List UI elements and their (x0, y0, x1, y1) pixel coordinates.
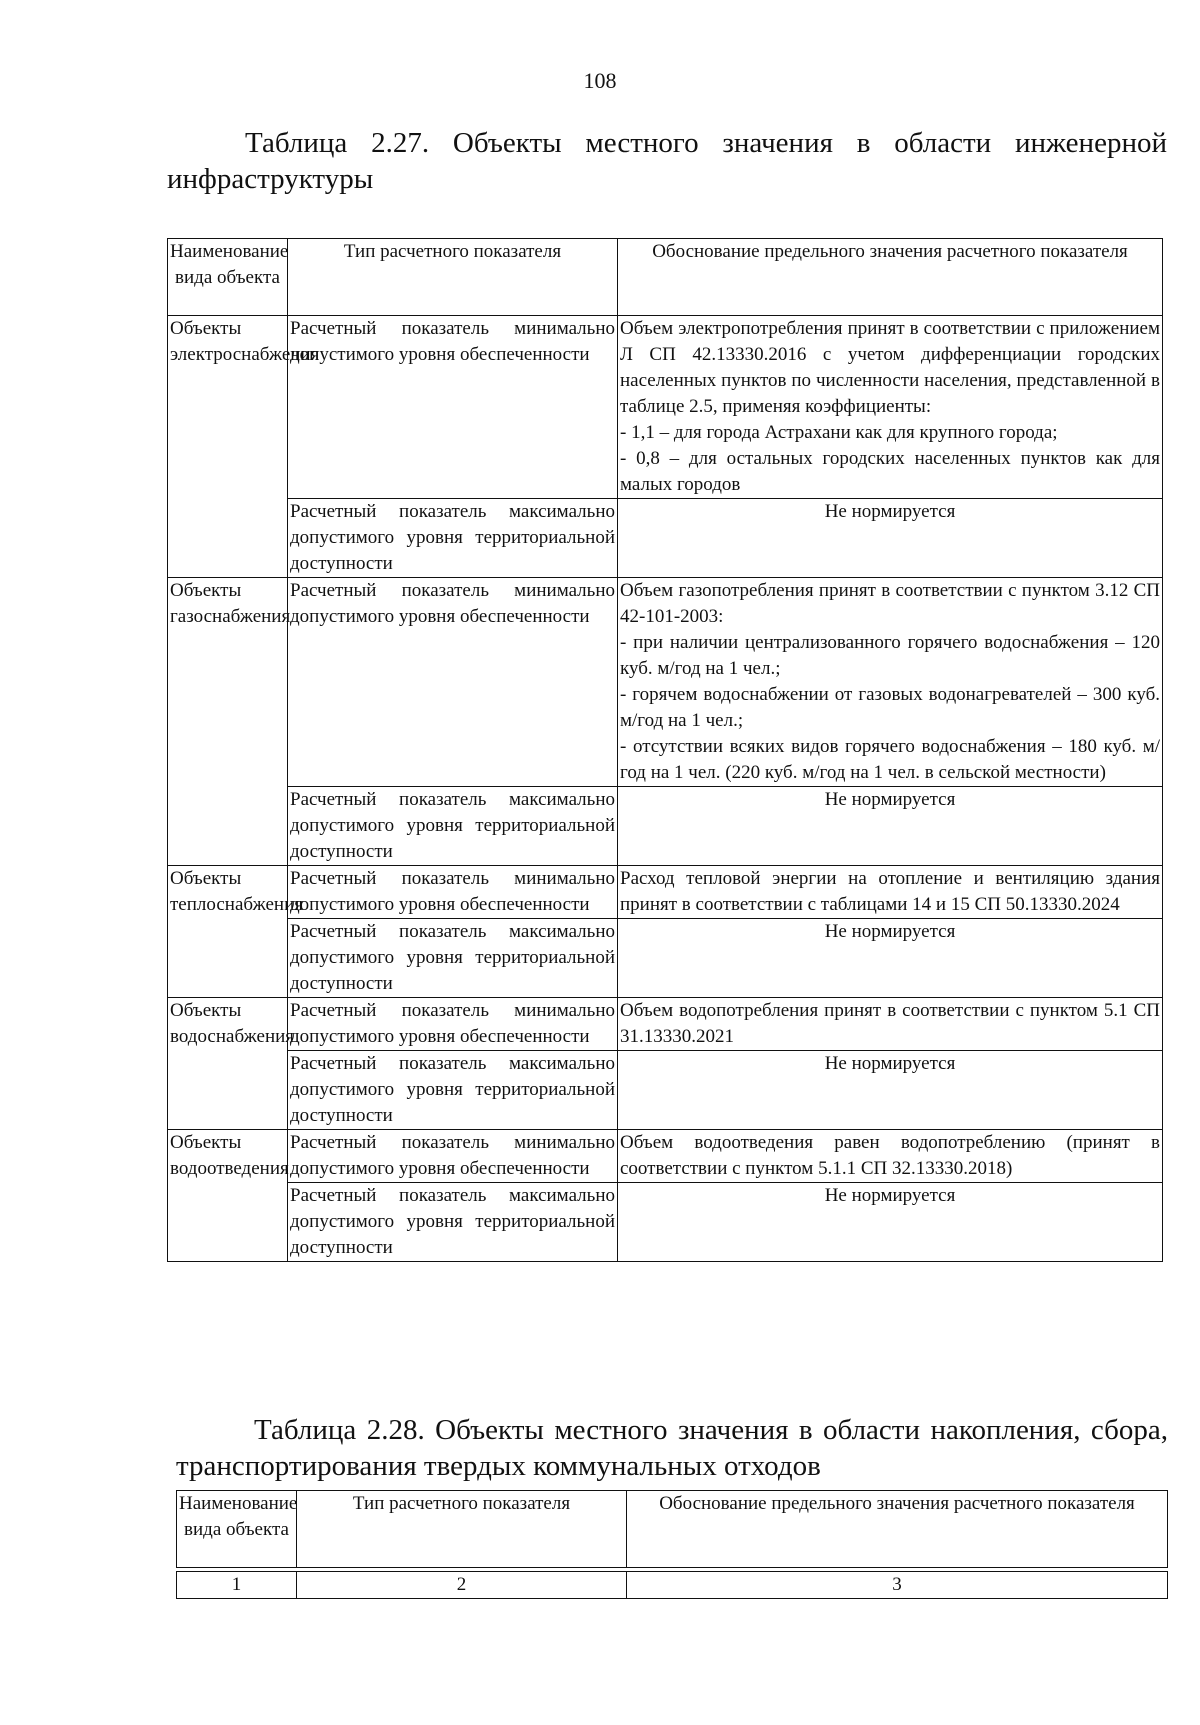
justification-cell (618, 998, 1163, 1051)
header-indicator-type: Тип расчетного показателя (288, 239, 618, 316)
header-indicator-type: Тип расчетного показателя (297, 1491, 627, 1568)
table-caption-2-28: Таблица 2.28. Объекты местного значения в области накопления, сбора, транспортирования твердых коммунальных отходов (176, 1414, 1168, 1482)
column-number-row (177, 1572, 1168, 1599)
waste-table (176, 1490, 1168, 1599)
header-object-name: Наименование вида объекта (177, 1491, 297, 1568)
column-number: 1 (177, 1572, 297, 1599)
object-name-cell: Объекты водоотведения (168, 1130, 288, 1262)
column-number: 3 (627, 1572, 1168, 1599)
header-object-name: Наименование вида объекта (168, 239, 288, 316)
indicator-type-cell: Расчетный показатель минимально допустимого уровня обеспеченности (288, 1130, 618, 1183)
object-name-cell: Объекты электроснабжения (168, 316, 288, 578)
object-name-cell: Объекты газоснабжения (168, 578, 288, 866)
table-header-row (177, 1491, 1168, 1568)
table-row (168, 919, 1163, 998)
justification-line: Объем водопотребления принят в соответствии с пунктом 5.1 СП 31.13330.2021 (620, 1000, 1160, 1047)
justification-line: - при наличии централизованного горячего водоснабжения – 120 куб. м/год на 1 чел.; (620, 632, 1160, 679)
table-header-row (168, 239, 1163, 316)
indicator-type-cell: Расчетный показатель максимально допустимого уровня территориальной доступности (288, 919, 618, 998)
justification-cell: Не нормируется (618, 1183, 1163, 1262)
header-justification: Обоснование предельного значения расчетного показателя (627, 1491, 1168, 1568)
page-number: 108 (583, 68, 617, 93)
justification-line: Объем газопотребления принят в соответствии с пунктом 3.12 СП 42-101-2003: (620, 580, 1160, 627)
justification-cell: Не нормируется (618, 787, 1163, 866)
object-name-cell: Объекты водоснабжения (168, 998, 288, 1130)
table-row (168, 499, 1163, 578)
indicator-type-cell: Расчетный показатель минимально допустимого уровня обеспеченности (288, 866, 618, 919)
indicator-type-cell: Расчетный показатель минимально допустимого уровня обеспеченности (288, 998, 618, 1051)
indicator-type-cell: Расчетный показатель максимально допустимого уровня территориальной доступности (288, 499, 618, 578)
table-row (168, 866, 1163, 919)
indicator-type-cell: Расчетный показатель минимально допустимого уровня обеспеченности (288, 316, 618, 499)
justification-cell: Не нормируется (618, 1051, 1163, 1130)
table-row (168, 998, 1163, 1051)
justification-line: Объем электропотребления принят в соответствии с приложением Л СП 42.13330.2016 с учетом дифференциации городских населенных пунктов по численности населения, представленной в таблице 2.5, применяя коэффициенты: (620, 318, 1160, 417)
table-row (168, 578, 1163, 787)
justification-line: - 1,1 – для города Астрахани как для крупного города; (620, 422, 1058, 443)
table-row (168, 1130, 1163, 1183)
justification-line: Расход тепловой энергии на отопление и вентиляцию здания принят в соответствии с таблицами 14 и 15 СП 50.13330.2024 (620, 868, 1160, 915)
justification-line: - 0,8 – для остальных городских населенных пунктов как для малых городов (620, 448, 1160, 495)
header-justification: Обоснование предельного значения расчетного показателя (618, 239, 1163, 316)
table-row (168, 787, 1163, 866)
indicator-type-cell: Расчетный показатель максимально допустимого уровня территориальной доступности (288, 787, 618, 866)
justification-cell (618, 316, 1163, 499)
justification-line: - отсутствии всяких видов горячего водоснабжения – 180 куб. м/год на 1 чел. (220 куб. м/год на 1 чел. в сельской местности) (620, 736, 1160, 783)
table-row (168, 1051, 1163, 1130)
justification-cell (618, 866, 1163, 919)
indicator-type-cell: Расчетный показатель максимально допустимого уровня территориальной доступности (288, 1183, 618, 1262)
justification-cell (618, 1130, 1163, 1183)
justification-cell: Не нормируется (618, 919, 1163, 998)
indicator-type-cell: Расчетный показатель минимально допустимого уровня обеспеченности (288, 578, 618, 787)
object-name-cell: Объекты теплоснабжения (168, 866, 288, 998)
table-row (168, 316, 1163, 499)
table-row (168, 1183, 1163, 1262)
table-caption-2-27: Таблица 2.27. Объекты местного значения в области инженерной инфраструктуры (167, 127, 1167, 195)
justification-line: Объем водоотведения равен водопотреблению (принят в соответствии с пунктом 5.1.1 СП 32.13330.2018) (620, 1132, 1160, 1179)
infrastructure-table (167, 238, 1163, 1262)
indicator-type-cell: Расчетный показатель максимально допустимого уровня территориальной доступности (288, 1051, 618, 1130)
justification-cell (618, 578, 1163, 787)
justification-line: - горячем водоснабжении от газовых водонагревателей – 300 куб. м/год на 1 чел.; (620, 684, 1160, 731)
justification-cell: Не нормируется (618, 499, 1163, 578)
column-number: 2 (297, 1572, 627, 1599)
